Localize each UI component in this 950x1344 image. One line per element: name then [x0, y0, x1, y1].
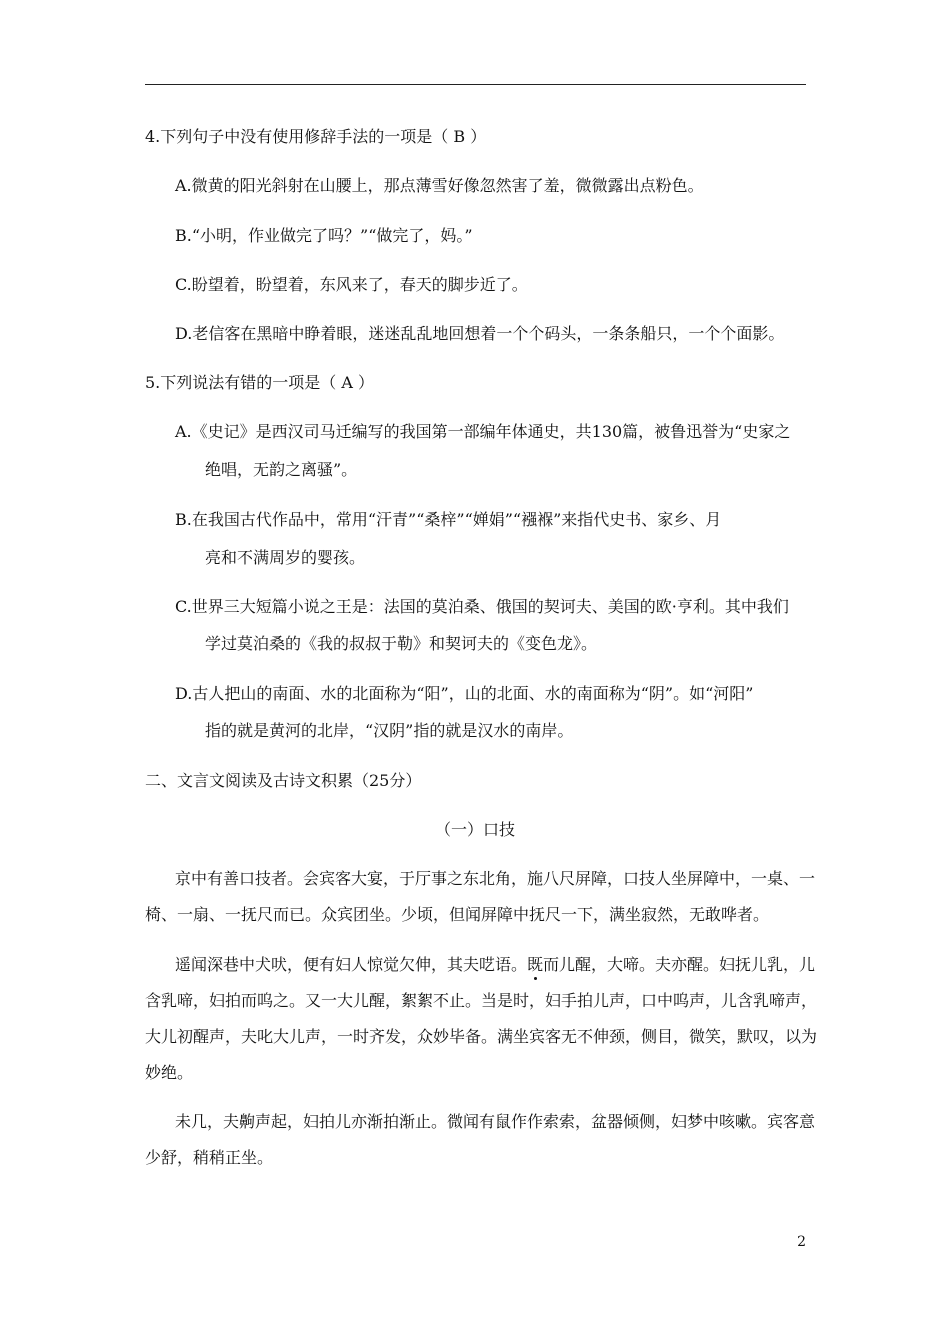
- passage-text: 遥闻深巷中犬吠，便有妇人惊觉欠伸，其夫呓语。: [175, 955, 528, 974]
- passage-paragraph-2-line-4: 妙绝。: [145, 1063, 194, 1082]
- question-5-option-d: D.古人把山的南面、水的北面称为“阳”，山的北面、水的南面称为“阴”。如“河阳”: [175, 684, 754, 703]
- question-5-option-b: B.在我国古代作品中，常用“汗青”“桑梓”“婵娟”“襁褓”来指代史书、家乡、月: [175, 510, 722, 529]
- question-5-option-c: C.世界三大短篇小说之王是：法国的莫泊桑、俄国的契诃夫、美国的欧·亨利。其中我们: [175, 597, 789, 616]
- passage-paragraph-3-line-1: 未几，夫齁声起，妇拍儿亦渐拍渐止。微闻有鼠作作索索，盆器倾侧，妇梦中咳嗽。宾客意: [175, 1112, 816, 1131]
- question-5-option-a: A.《史记》是西汉司马迁编写的我国第一部编年体通史，共130篇，被鲁迅誉为“史家之: [175, 422, 791, 441]
- question-5-stem: 5.下列说法有错的一项是（ A ）: [145, 373, 374, 392]
- question-4-option-c: C.盼望着，盼望着，东风来了，春天的脚步近了。: [175, 275, 528, 294]
- passage-paragraph-1-line-1: 京中有善口技者。会宾客大宴，于厅事之东北角，施八尺屏障，口技人坐屏障中，一桌、一: [175, 869, 816, 888]
- passage-paragraph-2-line-2: 含乳啼，妇拍而呜之。又一大儿醒，絮絮不止。当是时，妇手拍儿声，口中呜声，儿含乳啼声，: [145, 991, 818, 1010]
- question-5-option-d-continued: 指的就是黄河的北岸，“汉阴”指的就是汉水的南岸。: [205, 721, 574, 740]
- passage-paragraph-3-line-2: 少舒，稍稍正坐。: [145, 1148, 274, 1167]
- passage-paragraph-1-line-2: 椅、一扇、一抚尺而已。众宾团坐。少顷，但闻屏障中抚尺一下，满坐寂然，无敢哗者。: [145, 905, 770, 924]
- section-heading: 二、文言文阅读及古诗文积累（25分）: [145, 771, 422, 790]
- question-4-option-b: B.“小明，作业做完了吗？”“做完了，妈。”: [175, 226, 473, 245]
- page-number: 2: [797, 1234, 806, 1250]
- question-4-option-a: A.微黄的阳光斜射在山腰上，那点薄雪好像忽然害了羞，微微露出点粉色。: [175, 176, 704, 195]
- question-5-option-a-continued: 绝唱，无韵之离骚”。: [205, 460, 358, 479]
- passage-paragraph-2-line-3: 大儿初醒声，夫叱大儿声，一时齐发，众妙毕备。满坐宾客无不伸颈，侧目，微笑，默叹，以为: [145, 1027, 818, 1046]
- passage-text: 而儿醒，大啼。夫亦醒。妇抚儿乳，儿: [543, 955, 816, 974]
- question-4-stem: 4.下列句子中没有使用修辞手法的一项是（ B ）: [145, 127, 487, 146]
- header-rule: [145, 84, 806, 85]
- question-4-option-d: D.老信客在黑暗中睁着眼，迷迷乱乱地回想着一个个码头，一条条船只，一个个面影。: [175, 324, 785, 343]
- question-5-option-b-continued: 亮和不满周岁的婴孩。: [205, 548, 366, 567]
- question-5-option-c-continued: 学过莫泊桑的《我的叔叔于勒》和契诃夫的《变色龙》。: [205, 634, 598, 653]
- passage-paragraph-2-line-1: [175, 955, 815, 975]
- emphasis-dot-char: 既: [527, 955, 544, 974]
- passage-title: （一）口技: [434, 820, 515, 839]
